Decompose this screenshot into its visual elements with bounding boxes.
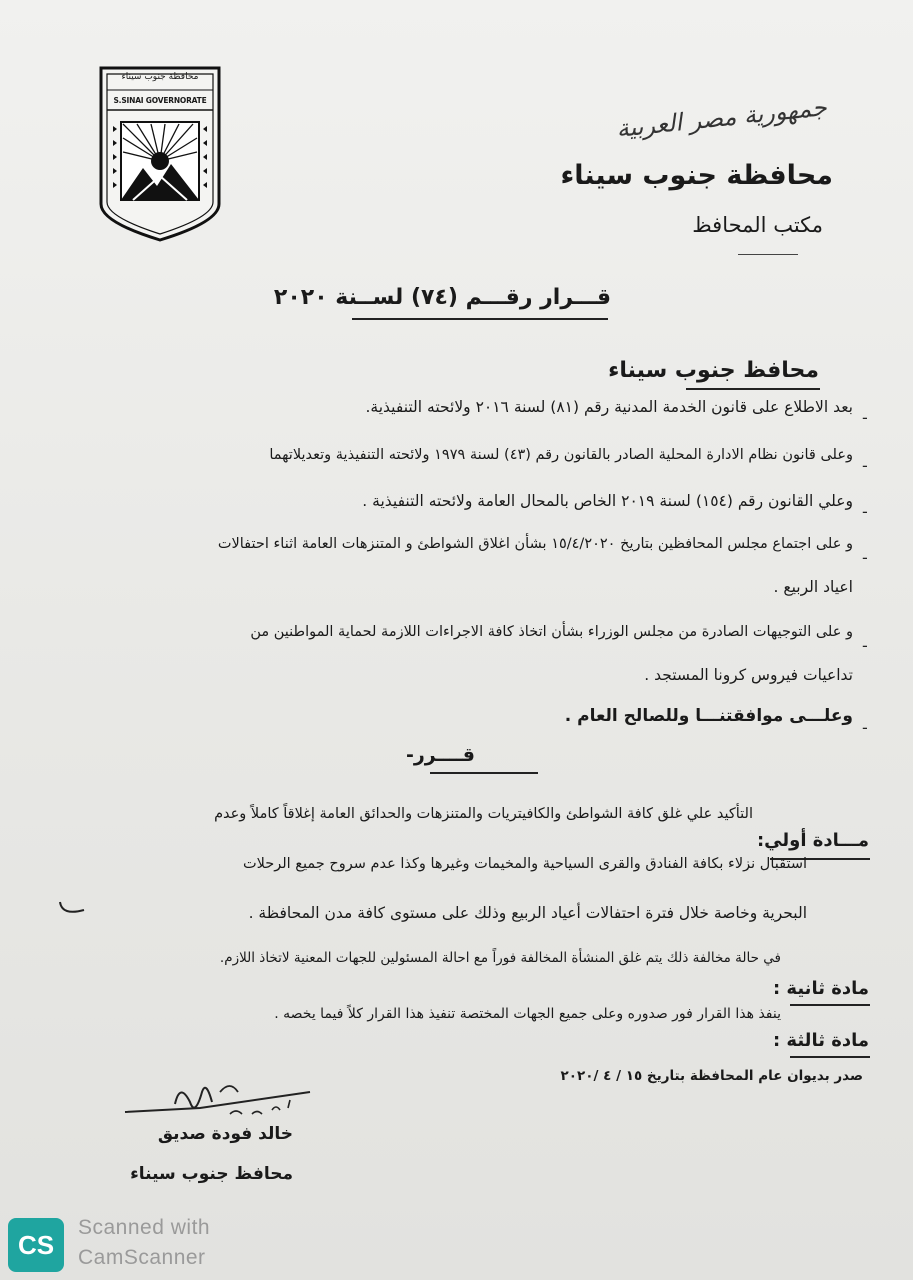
shield-emblem-icon [97, 64, 223, 244]
preamble-line: وعلى قانون نظام الادارة المحلية الصادر بالقانون رقم (٤٣) لسنة ١٩٧٩ ولائحته التنفيذية وتعديلاتهما [269, 447, 853, 463]
article-3-text: ينفذ هذا القرار فور صدوره وعلى جميع الجهات المختصة تنفيذ هذا القرار كلاً فيما يخصه . [274, 1006, 781, 1022]
governor-heading-underline [686, 388, 820, 390]
decree-title: قـــرار رقـــم (٧٤) لســنة ٢٠٢٠ [273, 285, 611, 310]
preamble-line: و على اجتماع مجلس المحافظين بتاريخ ١٥/٤/٢٠٢٠ بشأن اغلاق الشواطئ و المتنزهات العامة اثناء احتفالات [217, 536, 853, 552]
preamble-line: اعياد الربيع . [773, 578, 853, 596]
issue-date: صدر بديوان عام المحافظة بتاريخ ١٥ / ٤ /٢٠٢٠ [560, 1068, 863, 1084]
logo-english-text: S.SINAI GOVERNORATE [113, 96, 207, 105]
handwritten-signature [120, 1072, 320, 1132]
office-heading: مكتب المحافظ [692, 213, 823, 237]
preamble-line: بعد الاطلاع على قانون الخدمة المدنية رقم (٨١) لسنة ٢٠١٦ ولائحته التنفيذية. [365, 398, 853, 416]
bullet-dash: - [862, 502, 868, 521]
article-1-line: البحرية وخاصة خلال فترة احتفالات أعياد الربيع وذلك على مستوى كافة مدن المحافظة . [248, 904, 807, 922]
bullet-dash: - [862, 636, 868, 655]
decides-underline [430, 772, 538, 774]
signer-title: محافظ جنوب سيناء [130, 1164, 293, 1184]
preamble-line: تداعيات فيروس كرونا المستجد . [644, 666, 853, 684]
article-2-label: مادة ثانية : [772, 978, 869, 999]
camscanner-logo: CS [8, 1218, 64, 1272]
bullet-dash: - [862, 718, 868, 737]
article-1-line: التأكيد علي غلق كافة الشواطئ والكافيتريات والمتنزهات والحدائق العامة إغلاقاً كاملاً وعدم [214, 806, 753, 822]
decree-title-underline [352, 318, 608, 320]
signer-name: خالد فودة صديق [157, 1124, 293, 1144]
article-1-label: مـــادة أولي: [756, 830, 869, 851]
bullet-dash: - [862, 548, 868, 567]
article-3-label: مادة ثالثة : [772, 1030, 869, 1051]
article-3-underline [790, 1056, 870, 1058]
pen-mark [56, 898, 88, 920]
preamble-line: وعلـــى موافقتنـــا وللصالح العام . [564, 706, 853, 726]
logo-arabic-text: محافظة جنوب سيناء [121, 72, 199, 82]
governorate-heading: محافظة جنوب سيناء [560, 160, 833, 191]
bullet-dash: - [862, 408, 868, 427]
governor-heading: محافظ جنوب سيناء [608, 358, 819, 383]
republic-heading: جمهورية مصر العربية [615, 93, 828, 143]
header-divider [738, 254, 798, 255]
governorate-logo [97, 64, 223, 244]
watermark-line-2: CamScanner [78, 1246, 206, 1269]
bullet-dash: - [862, 456, 868, 475]
decides-heading: قــــرر- [405, 744, 475, 766]
preamble-line: و على التوجيهات الصادرة من مجلس الوزراء بشأن اتخاذ كافة الاجراءات اللازمة لحماية المواطنين من [250, 624, 853, 640]
article-2-underline [790, 1004, 870, 1006]
preamble-line: وعلي القانون رقم (١٥٤) لسنة ٢٠١٩ الخاص بالمحال العامة ولائحته التنفيذية . [362, 492, 853, 510]
article-1-line: استقبال نزلاء بكافة الفنادق والقرى السياحية والمخيمات وغيرها وكذا عدم سروح جميع الرحلات [242, 856, 807, 872]
watermark-line-1: Scanned with [78, 1216, 211, 1239]
article-2-text: في حالة مخالفة ذلك يتم غلق المنشأة المخالفة فوراً مع احالة المسئولين للجهات المعنية لاتخاذ اللازم. [219, 950, 781, 966]
